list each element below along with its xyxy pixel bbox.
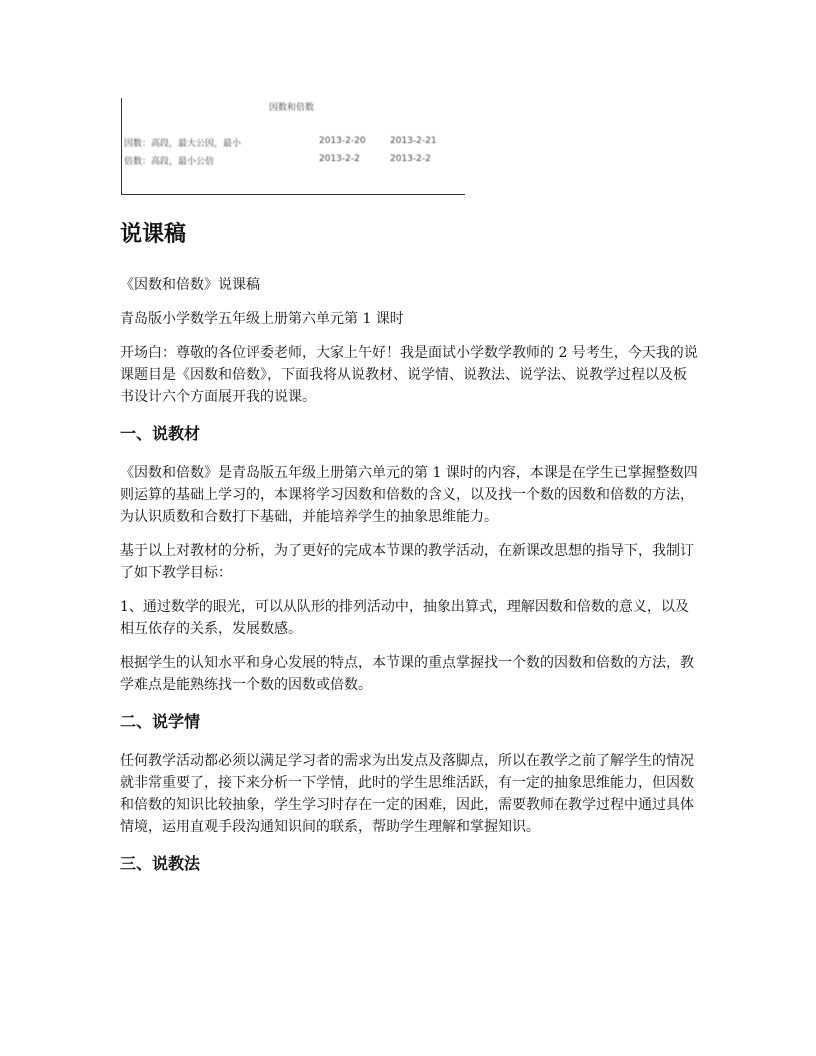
scanned-table-image	[121, 98, 465, 195]
table-title: 因数和倍数	[269, 103, 315, 113]
opening-paragraph: 开场白：尊敬的各位评委老师，大家上午好！我是面试小学数学教师的 2 号考生，今天我的说课题目是《因数和倍数》，下面我将从说教材、说学情、说教法、说学法、说教学过程以及板书设计六个方面展开我的说课。	[120, 345, 698, 405]
paragraph: 根据学生的认知水平和身心发展的特点，本节课的重点掌握找一个数的因数和倍数的方法，教学难点是能熟练找一个数的因数或倍数。	[120, 655, 694, 693]
table-cell: 2013-2-21	[390, 136, 437, 146]
edition-line: 青岛版小学数学五年级上册第六单元第 1 课时	[120, 311, 404, 327]
section-heading-students: 二、说学情	[120, 712, 201, 731]
document-title: 说课稿	[120, 222, 187, 247]
paragraph: 基于以上对教材的分析，为了更好的完成本节课的教学活动，在新课改思想的指导下，我制订了如下教学目标：	[120, 543, 694, 581]
section-heading-methods: 三、说教法	[120, 854, 201, 873]
section-heading-materials: 一、说教材	[120, 424, 201, 443]
document-body	[120, 218, 700, 892]
table-cell: 2013-2-20	[319, 136, 366, 146]
paragraph: 任何教学活动都必须以满足学习者的需求为出发点及落脚点，所以在教学之前了解学生的情况就非常重要了，接下来分析一下学情，此时的学生思维活跃，有一定的抽象思维能力，但因数和倍数的知识比较抽象，学生学习时存在一定的困难，因此，需要教师在教学过程中通过具体情境，运用直观手段沟通知识间的联系，帮助学生理解和掌握知识。	[120, 753, 694, 835]
table-cell: 因数：高段，最大公因，最小	[124, 139, 242, 149]
document-subtitle: 《因数和倍数》说课稿	[120, 277, 260, 293]
table-cell: 2013-2-2	[319, 154, 360, 164]
table-cell: 倍数：高段，最小公倍	[124, 157, 215, 167]
paragraph: 《因数和倍数》是青岛版五年级上册第六单元的第 1 课时的内容，本课是在学生已掌握整数四则运算的基础上学习的，本课将学习因数和倍数的含义，以及找一个数的因数和倍数的方法，为认识质数和合数打下基础，并能培养学生的抽象思维能力。	[120, 465, 698, 525]
table-cell: 2013-2-2	[390, 154, 431, 164]
paragraph: 1、通过数学的眼光，可以从队形的排列活动中，抽象出算式，理解因数和倍数的意义，以及相互依存的关系，发展数感。	[120, 599, 689, 637]
